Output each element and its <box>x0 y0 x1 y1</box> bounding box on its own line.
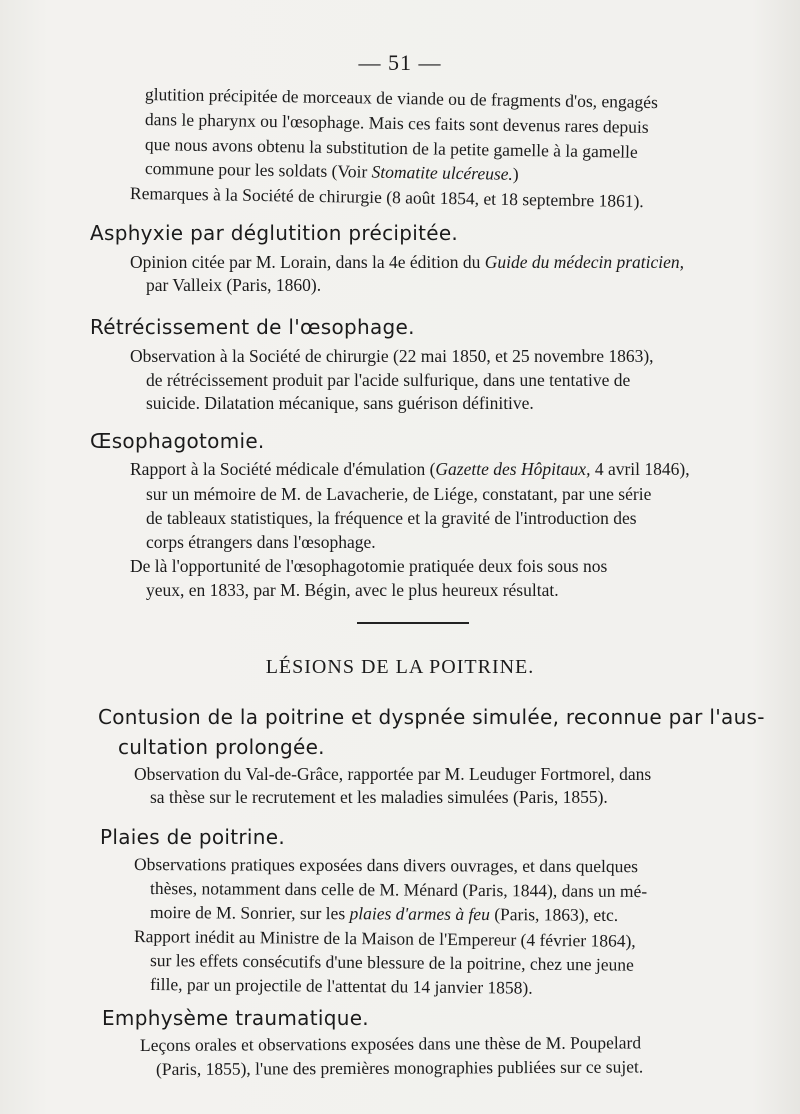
text-line: thèses, notamment dans celle de M. Ménard (Paris, 1844), dans un mé- <box>149 878 648 902</box>
text-line: sa thèse sur le recrutement et les maladies simulées (Paris, 1855). <box>150 787 608 807</box>
section-heading: Plaies de poitrine. <box>100 825 286 849</box>
text-line <box>150 901 618 926</box>
text-line: Observation du Val-de-Grâce, rapportée par M. Leuduger Fortmorel, dans <box>134 764 652 784</box>
text-line: de tableaux statistiques, la fréquence et la gravité de l'introduction des <box>146 508 637 528</box>
text-line: que nous avons obtenu la substitution de la petite gamelle à la gamelle <box>144 134 638 162</box>
section-divider <box>357 622 469 624</box>
section-heading-continuation: cultation prolongée. <box>118 735 325 759</box>
text-segment: Rapport à la Société médicale d'émulation ( <box>130 459 436 479</box>
text-line: Observation à la Société de chirurgie (22 mai 1850, et 25 novembre 1863), <box>130 346 654 366</box>
text-line: glutition précipitée de morceaux de viande ou de fragments d'os, engagés <box>144 84 659 113</box>
text-line: sur un mémoire de M. de Lavacherie, de Liége, constatant, par une série <box>146 484 652 504</box>
text-segment: commune pour les soldats (Voir <box>144 158 368 182</box>
text-line: sur les effets consécutifs d'une blessure de la poitrine, chez une jeune <box>149 950 634 975</box>
text-line: suicide. Dilatation mécanique, sans guérison définitive. <box>146 393 534 413</box>
section-heading: Œsophagotomie. <box>90 429 265 453</box>
text-line: Observations pratiques exposées dans divers ouvrages, et dans quelques <box>133 854 639 877</box>
text-line: Leçons orales et observations exposées dans une thèse de M. Poupelard <box>139 1032 642 1055</box>
text-line <box>130 251 684 273</box>
text-segment: (Paris, 1863), etc. <box>489 904 619 925</box>
text-segment: ) <box>512 163 519 184</box>
text-line <box>130 458 690 480</box>
italic-reference: Guide du médecin praticien, <box>484 252 685 272</box>
text-segment: 4 avril 1846), <box>590 459 690 479</box>
page-number: — 51 — <box>358 50 442 75</box>
italic-reference: Gazette des Hôpitaux, <box>435 459 591 479</box>
text-line: par Valleix (Paris, 1860). <box>146 275 322 295</box>
text-line: (Paris, 1855), l'une des premières monographies publiées sur ce sujet. <box>155 1056 644 1079</box>
text-line: yeux, en 1833, par M. Bégin, avec le plus heureux résultat. <box>146 580 559 600</box>
section-heading: Rétrécissement de l'œsophage. <box>90 315 415 339</box>
text-line: dans le pharynx ou l'œsophage. Mais ces faits sont devenus rares depuis <box>144 109 649 137</box>
text-line: De là l'opportunité de l'œsophagotomie pratiquée deux fois sous nos <box>130 556 608 576</box>
text-line: corps étrangers dans l'œsophage. <box>146 532 376 552</box>
text-line: fille, par un projectile de l'attentat du 14 janvier 1858). <box>149 974 533 998</box>
chapter-title: LÉSIONS DE LA POITRINE. <box>265 656 535 678</box>
text-line: Rapport inédit au Ministre de la Maison de l'Empereur (4 février 1864), <box>133 926 636 951</box>
text-segment: moire de M. Sonrier, sur les <box>149 902 346 924</box>
section-heading: Asphyxie par déglutition précipitée. <box>90 221 459 245</box>
section-heading: Contusion de la poitrine et dyspnée simulée, reconnue par l'aus- <box>98 705 765 729</box>
italic-reference: plaies d'armes à feu <box>349 903 490 925</box>
text-segment: Opinion citée par M. Lorain, dans la 4e édition du <box>130 252 481 272</box>
section-heading: Emphysème traumatique. <box>102 1006 369 1030</box>
text-line <box>145 157 519 185</box>
italic-reference: Stomatite ulcéreuse. <box>371 161 514 184</box>
text-line: de rétrécissement produit par l'acide sulfurique, dans une tentative de <box>146 370 631 390</box>
text-line: Remarques à la Société de chirurgie (8 août 1854, et 18 septembre 1861). <box>129 183 644 212</box>
